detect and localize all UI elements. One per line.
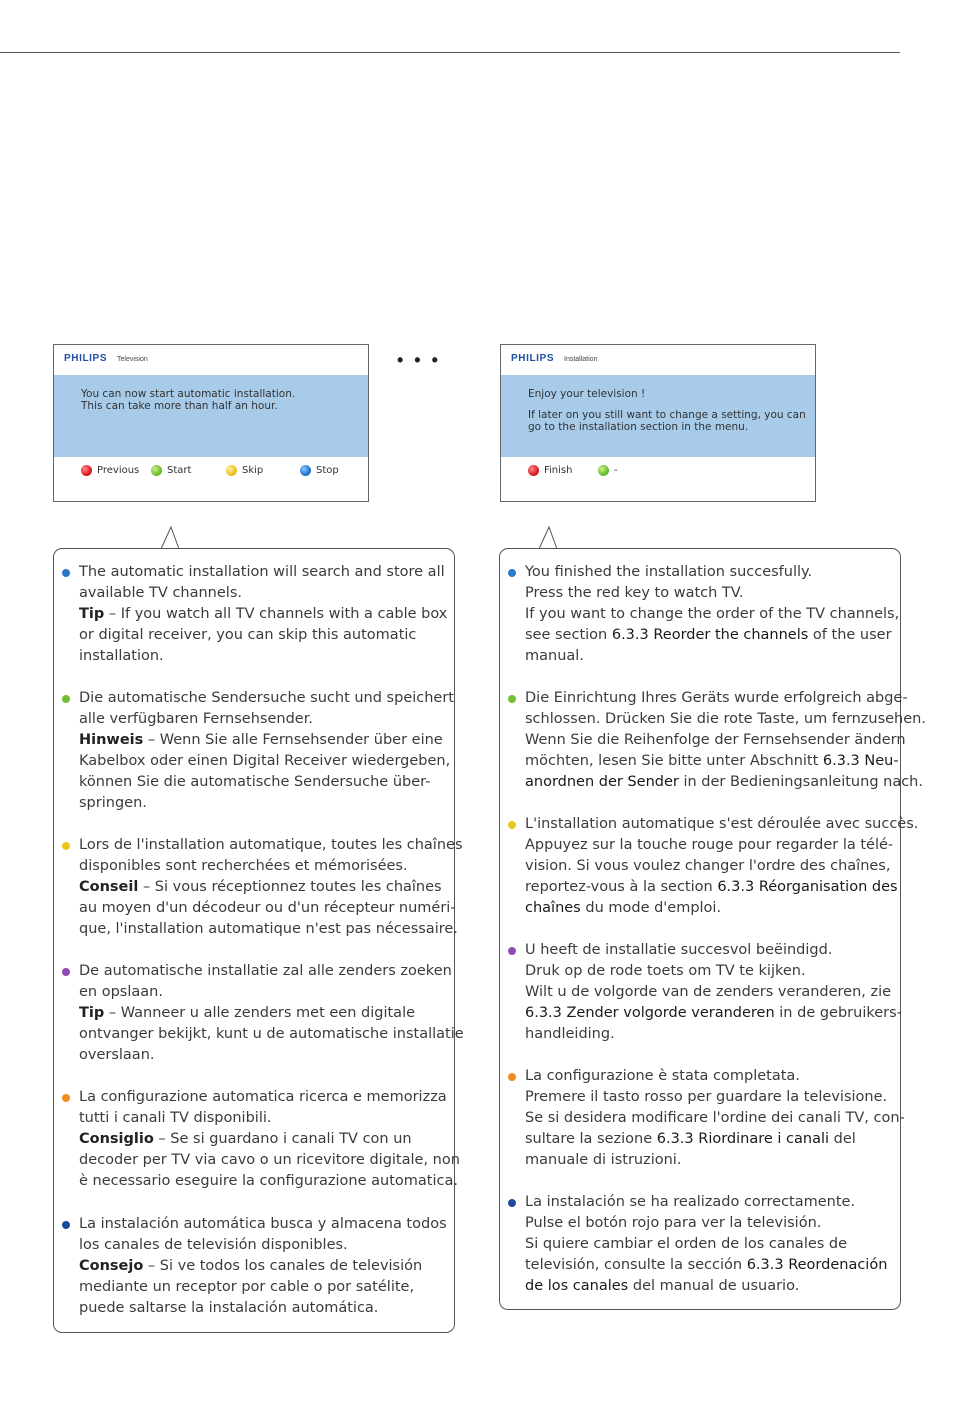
text-span: of the user	[808, 627, 892, 643]
section-reference: 6.3.3 Réorganisation des	[717, 879, 898, 895]
text-line: L'installation automatique s'est déroulée avec succès.	[525, 816, 919, 832]
text-line: Premere il tasto rosso per guardare la televisione.	[525, 1089, 888, 1105]
tip-label: Hinweis	[79, 732, 144, 748]
key-dash[interactable]	[598, 465, 618, 476]
text-span: del	[829, 1131, 856, 1147]
color-key-bar	[501, 465, 815, 481]
callout-automatic-installation	[53, 548, 464, 1333]
screen-section-title: Television	[117, 356, 148, 363]
text-span: du mode d'emploi.	[580, 900, 722, 916]
text-line: Press the red key to watch TV.	[525, 585, 744, 601]
text-line: ontvanger bekijkt, kunt u de automatische installatie	[79, 1026, 464, 1042]
text-line: – Wenn Sie alle Fernsehsender über eine	[143, 732, 443, 748]
text-line: Appuyez sur la touche rouge pour regarder la télé-	[525, 837, 894, 853]
text-line: Kabelbox oder einen Digital Receiver wiedergeben,	[79, 753, 451, 769]
key-label: -	[614, 465, 618, 476]
philips-logo: PHILIPS	[511, 353, 555, 364]
green-key-icon	[598, 465, 609, 476]
tip-line	[79, 877, 459, 898]
reference-line	[525, 877, 905, 898]
tip-label: Tip	[79, 606, 105, 622]
text-line: disponibles sont recherchées et mémorisées.	[79, 858, 408, 874]
bullet-icon	[62, 1094, 70, 1102]
text-line: installation.	[79, 648, 164, 664]
reference-line	[525, 1255, 905, 1276]
text-line: Wenn Sie die Reihenfolge der Fernsehsender ändern	[525, 732, 906, 748]
text-line: schlossen. Drücken Sie die rote Taste, um fernzusehen.	[525, 711, 926, 727]
text-line: – If you watch all TV channels with a cable box	[104, 606, 448, 622]
section-reference: 6.3.3 Riordinare i canali	[656, 1131, 830, 1147]
text-line: U heeft de installatie succesvol beëindigd.	[525, 942, 833, 958]
text-line: Die Einrichtung Ihres Geräts wurde erfolgreich abge-	[525, 690, 908, 706]
text-line: handleiding.	[525, 1026, 615, 1042]
section-reference: 6.3.3 Reordenación	[746, 1257, 888, 1273]
text-line: – Wanneer u alle zenders met een digitale	[104, 1005, 416, 1021]
text-line: puede saltarse la instalación automática.	[79, 1300, 379, 1316]
screen-message	[81, 388, 295, 412]
text-line: tutti i canali TV disponibili.	[79, 1110, 272, 1126]
bullet-icon	[508, 821, 516, 829]
text-line: – Se si guardano i canali TV con un	[153, 1131, 412, 1147]
section-reference: 6.3.3 Zender volgorde veranderen	[525, 1005, 775, 1021]
section-reference: de los canales	[525, 1278, 629, 1294]
key-label: Previous	[97, 465, 140, 476]
bullet-icon	[62, 569, 70, 577]
paragraph-nl	[79, 961, 464, 1066]
bullet-icon	[508, 1199, 516, 1207]
key-label: Finish	[544, 465, 573, 476]
message-band	[501, 375, 815, 457]
text-line: – Si vous réceptionnez toutes les chaînes	[138, 879, 442, 895]
text-line: vision. Si vous voulez changer l'ordre des chaînes,	[525, 858, 891, 874]
section-reference: 6.3.3 Neu-	[822, 753, 899, 769]
reference-line	[525, 898, 905, 919]
blue-key-icon	[300, 465, 311, 476]
key-previous[interactable]	[81, 465, 139, 476]
bullet-icon	[508, 947, 516, 955]
text-line: los canales de televisión disponibles.	[79, 1237, 348, 1253]
key-label: Stop	[316, 465, 339, 476]
text-line: You finished the installation succesfully.	[525, 564, 813, 580]
tip-line	[79, 1129, 459, 1150]
text-line: alle verfügbaren Fernsehsender.	[79, 711, 313, 727]
top-rule	[0, 52, 900, 53]
text-line: Pulse el botón rojo para ver la televisión.	[525, 1215, 822, 1231]
callout-installation-finished	[499, 548, 926, 1310]
tip-label: Consiglio	[79, 1131, 154, 1147]
paragraph-es	[525, 1192, 905, 1297]
text-line: Se si desidera modificare l'ordine dei canali TV, con-	[525, 1110, 905, 1126]
bullet-icon	[62, 1221, 70, 1229]
text-span: televisión, consulte la sección	[525, 1257, 747, 1273]
key-start[interactable]	[151, 465, 191, 476]
screen-section-title: Installation	[564, 356, 598, 363]
text-line: springen.	[79, 795, 147, 811]
text-line: manuale di istruzioni.	[525, 1152, 682, 1168]
callout-pointer-icon	[539, 526, 559, 550]
text-line: La configurazione è stata completata.	[525, 1068, 800, 1084]
green-key-icon	[151, 465, 162, 476]
tip-line	[79, 604, 459, 625]
message-line: go to the installation section in the menu.	[528, 421, 749, 433]
text-line: La instalación se ha realizado correctamente.	[525, 1194, 856, 1210]
paragraph-fr	[79, 835, 463, 940]
text-span: möchten, lesen Sie bitte unter Abschnitt	[525, 753, 823, 769]
text-span: in de gebruikers-	[774, 1005, 902, 1021]
section-reference: 6.3.3 Reorder the channels	[611, 627, 809, 643]
text-line: è necessario eseguire la configurazione automatica.	[79, 1173, 458, 1189]
paragraph-en	[525, 562, 905, 667]
text-line: available TV channels.	[79, 585, 242, 601]
text-line: Wilt u de volgorde van de zenders veranderen, zie	[525, 984, 892, 1000]
reference-line	[525, 625, 905, 646]
reference-line	[525, 1129, 905, 1150]
text-line: que, l'installation automatique n'est pas nécessaire.	[79, 921, 458, 937]
reference-line	[525, 1003, 905, 1024]
red-key-icon	[528, 465, 539, 476]
section-reference: anordnen der Sender	[525, 774, 679, 790]
text-span: sultare la sezione	[525, 1131, 657, 1147]
text-line: De automatische installatie zal alle zenders zoeken	[79, 963, 452, 979]
tip-label: Tip	[79, 1005, 105, 1021]
color-key-bar	[54, 465, 368, 481]
philips-logo: PHILIPS	[64, 353, 108, 364]
red-key-icon	[81, 465, 92, 476]
message-line: If later on you still want to change a setting, you can	[528, 409, 806, 421]
bullet-icon	[62, 968, 70, 976]
paragraph-en	[79, 562, 459, 667]
message-band	[54, 375, 368, 457]
tip-label: Conseil	[79, 879, 139, 895]
bullet-icon	[508, 695, 516, 703]
ellipsis-icon: • • •	[397, 350, 441, 370]
paragraph-it	[79, 1087, 459, 1192]
text-line: The automatic installation will search and store all	[79, 564, 445, 580]
key-skip[interactable]	[226, 465, 263, 476]
message-line: This can take more than half an hour.	[81, 400, 278, 412]
reference-line	[525, 1276, 905, 1297]
text-line: Druk op de rode toets om TV te kijken.	[525, 963, 806, 979]
paragraph-fr	[525, 814, 919, 919]
text-line: – Si ve todos los canales de televisión	[143, 1258, 423, 1274]
key-stop[interactable]	[300, 465, 339, 476]
section-reference: chaînes	[525, 900, 581, 916]
screen-message	[528, 409, 806, 433]
bullet-icon	[508, 1073, 516, 1081]
text-span: see section	[525, 627, 612, 643]
key-label: Skip	[242, 465, 264, 476]
message-line: You can now start automatic installation.	[81, 388, 296, 400]
callout-pointer-icon	[161, 526, 181, 550]
tv-screen-installation	[500, 344, 816, 502]
text-line: en opslaan.	[79, 984, 163, 1000]
tip-line	[79, 1256, 459, 1277]
text-line: or digital receiver, you can skip this automatic	[79, 627, 417, 643]
text-line: Die automatische Sendersuche sucht und speichert	[79, 690, 454, 706]
text-line: La instalación automática busca y almacena todos	[79, 1216, 447, 1232]
text-line: können Sie die automatische Sendersuche über-	[79, 774, 431, 790]
text-line: Lors de l'installation automatique, toutes les chaînes	[79, 837, 463, 853]
text-line: Si quiere cambiar el orden de los canales de	[525, 1236, 848, 1252]
yellow-key-icon	[226, 465, 237, 476]
paragraph-it	[525, 1066, 905, 1171]
paragraph-de	[525, 688, 926, 793]
text-span: del manual de usuario.	[628, 1278, 800, 1294]
text-line: decoder per TV via cavo o un ricevitore digitale, non	[79, 1152, 460, 1168]
text-line: mediante un receptor por cable o por satélite,	[79, 1279, 415, 1295]
text-span: reportez-vous à la section	[525, 879, 718, 895]
text-line: au moyen d'un décodeur ou d'un récepteur numéri-	[79, 900, 456, 916]
text-line: If you want to change the order of the TV channels,	[525, 606, 900, 622]
reference-line	[525, 772, 923, 793]
bullet-icon	[508, 569, 516, 577]
key-finish[interactable]	[528, 465, 572, 476]
text-span: in der Bedieningsanleitung nach.	[678, 774, 923, 790]
bullet-icon	[62, 842, 70, 850]
text-line: manual.	[525, 648, 584, 664]
text-line: overslaan.	[79, 1047, 155, 1063]
tip-line	[79, 1003, 459, 1024]
key-label: Start	[167, 465, 192, 476]
paragraph-nl	[525, 940, 905, 1045]
screen-message: Enjoy your television !	[528, 388, 646, 400]
paragraph-de	[79, 688, 459, 814]
paragraph-es	[79, 1214, 459, 1319]
bullet-icon	[62, 695, 70, 703]
tip-line	[79, 730, 459, 751]
tip-label: Consejo	[79, 1258, 144, 1274]
reference-line	[525, 751, 905, 772]
text-line: La configurazione automatica ricerca e memorizza	[79, 1089, 447, 1105]
tv-screen-television	[53, 344, 369, 502]
